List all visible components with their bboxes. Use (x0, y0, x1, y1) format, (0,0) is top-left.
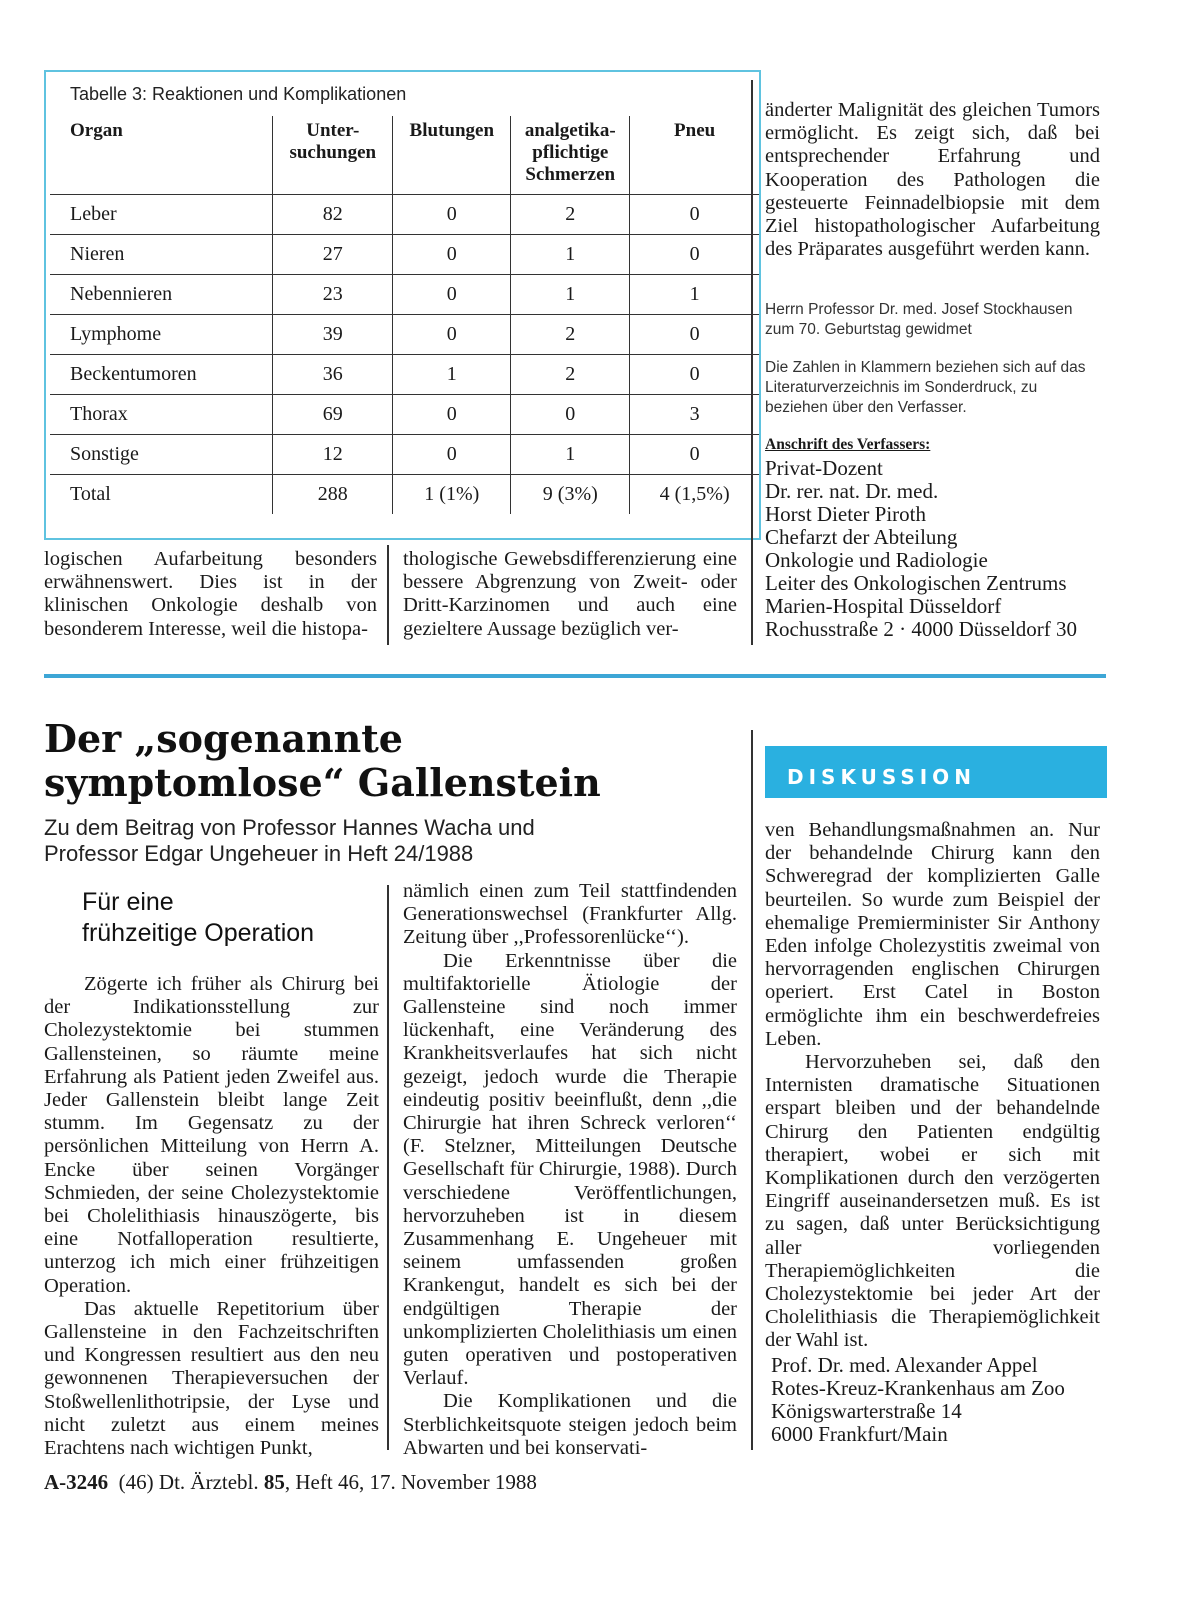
paragraph: Das aktuelle Repetitorium über Gallensteine in den Fachzeitschriften und Kongressen resultiert aus den neu gewonnenen Therapieversuchen der Stoßwellenlithotripsie, der Lyse und nicht zuletzt aus einem meines Erachtens nach wichtigen Punkt, (44, 1297, 379, 1460)
table-body (50, 195, 759, 515)
table-cell: 12 (273, 435, 393, 475)
column-header: Pneu (630, 116, 759, 195)
table-cell: 23 (273, 275, 393, 315)
column-divider (387, 545, 389, 645)
article-col2 (403, 880, 737, 1460)
table-cell: 4 (1,5%) (630, 475, 759, 515)
article-subhead (44, 815, 724, 867)
subhead-line: Zu dem Beitrag von Professor Hannes Wacha und (44, 815, 535, 840)
table-cell: 1 (630, 275, 759, 315)
section-label-banner: DISKUSSION (765, 746, 1107, 798)
address-line: Privat-Dozent (765, 456, 883, 480)
column-header: Unter- suchungen (273, 116, 393, 195)
top-col3-text: änderter Malignität des gleichen Tumors ermöglicht. Es zeigt sich, daß bei entsprechender Erfahrung und Kooperation des Pathologen die gesteuerte Feinnadelbiopsie mit dem Ziel histopathologischer Aufarbeitung des Präparates ausgeführt werden kann. (765, 99, 1100, 261)
table-cell: Beckentumoren (50, 355, 273, 395)
signature-line: Königswarterstraße 14 (771, 1399, 962, 1423)
table-cell: 0 (630, 315, 759, 355)
table-cell: Nebennieren (50, 275, 273, 315)
article-headline (44, 717, 724, 805)
table-row (50, 435, 759, 475)
table-cell: 0 (630, 435, 759, 475)
article-col3 (765, 819, 1100, 1353)
article-col1 (44, 973, 379, 1460)
paragraph: Die Komplikationen und die Sterblichkeitsquote steigen jedoch beim Abwarten und bei konservati- (403, 1390, 737, 1459)
table-cell: 2 (511, 315, 630, 355)
headline-line: Der „sogenannte (44, 716, 403, 761)
page-code: A-3246 (44, 1470, 109, 1494)
column-divider (751, 80, 753, 645)
table-cell: 0 (393, 235, 511, 275)
issue-date: , Heft 46, 17. November 1988 (284, 1470, 537, 1494)
table-row (50, 195, 759, 235)
table-cell: 1 (1%) (393, 475, 511, 515)
table-cell: Sonstige (50, 435, 273, 475)
table-cell: Total (50, 475, 273, 515)
address-line: Horst Dieter Piroth (765, 502, 926, 526)
section-separator (44, 674, 1106, 678)
table-row (50, 315, 759, 355)
table-cell: 0 (393, 315, 511, 355)
column-header: Organ (50, 116, 273, 195)
table-cell: 0 (393, 195, 511, 235)
table-cell: 288 (273, 475, 393, 515)
complications-table (50, 116, 759, 514)
paragraph: nämlich einen zum Teil stattfindenden Generationswechsel (Frankfurter Allg. Zeitung über ,,Professorenlücke‘‘). (403, 880, 737, 949)
table-row (50, 235, 759, 275)
table-row (50, 395, 759, 435)
table-cell: 0 (630, 195, 759, 235)
table-cell: 27 (273, 235, 393, 275)
column-divider (751, 730, 753, 1450)
table-cell: 0 (393, 275, 511, 315)
signature-line: Prof. Dr. med. Alexander Appel (771, 1353, 1038, 1377)
author-signature (771, 1354, 1111, 1446)
column-divider (387, 885, 389, 1450)
column-header: analgetika- pflichtige Schmerzen (511, 116, 630, 195)
table-cell: 1 (393, 355, 511, 395)
table-cell: 0 (630, 355, 759, 395)
top-col2-text: thologische Gewebsdifferenzierung eine bessere Abgrenzung von Zweit- oder Dritt-Karzinomen und auch eine gezieltere Aussage bezüglich ver- (403, 548, 737, 640)
address-line: Dr. rer. nat. Dr. med. (765, 479, 939, 503)
address-line: Chefarzt der Abteilung (765, 525, 958, 549)
table-cell: Lymphome (50, 315, 273, 355)
table-cell: Leber (50, 195, 273, 235)
table-box (44, 70, 761, 540)
address-heading: Anschrift des Verfassers: (765, 436, 931, 453)
table-cell: 82 (273, 195, 393, 235)
section-heading-line: Für eine (82, 888, 174, 916)
signature-line: 6000 Frankfurt/Main (771, 1422, 948, 1446)
table-cell: 36 (273, 355, 393, 395)
table-cell: 3 (630, 395, 759, 435)
signature-line: Rotes-Kreuz-Krankenhaus am Zoo (771, 1376, 1065, 1400)
table-cell: 2 (511, 195, 630, 235)
table-row (50, 355, 759, 395)
paragraph: Die Erkenntnisse über die multifaktorielle Ätiologie der Gallensteine sind noch immer lückenhaft, eine Veränderung des Krankheitsverlaufes hat sich nicht gezeigt, jedoch wurde die Therapie eindeutig positiv beeinflußt, denn ,,die Chirurgie hat ihren Schreck verloren‘‘ (F. Stelzner, Mitteilungen Deutsche Gesellschaft für Chirurgie, 1988). Durch verschiedene Veröffentlichungen, hervorzuheben ist in diesem Zusammenhang E. Ungeheuer mit seinem umfassenden großen Krankengut, handelt es sich bei der endgültigen Therapie der unkomplizierten Cholelithiasis um einen guten operativen und postoperativen Verlauf. (403, 949, 737, 1390)
table-row (50, 275, 759, 315)
subhead-line: Professor Edgar Ungeheuer in Heft 24/1988 (44, 841, 474, 866)
table-cell: 1 (511, 235, 630, 275)
paragraph: Zögerte ich früher als Chirurg bei der Indikationsstellung zur Cholezystektomie bei stummen Gallensteinen, so räumte meine Erfahrung als Patient jeden Zweifel aus. Jeder Gallenstein bleibt lange Zeit stumm. Im Gegensatz zu der persönlichen Mitteilung von Herrn A. Encke über seinen Vorgänger Schmieden, der seine Cholezystektomie bei Cholelithiasis hinauszögerte, bis eine Notfalloperation resultierte, unterzog ich mich einer frühzeitigen Operation. (44, 973, 379, 1297)
address-line: Rochusstraße 2 · 4000 Düsseldorf 30 (765, 617, 1078, 641)
table-cell: 0 (393, 435, 511, 475)
table-cell: Thorax (50, 395, 273, 435)
dedication-note: Herrn Professor Dr. med. Josef Stockhausen zum 70. Geburtstag gewidmet (765, 301, 1073, 338)
address-line: Marien-Hospital Düsseldorf (765, 594, 1002, 618)
column-header: Blutungen (393, 116, 511, 195)
headline-line: symptomlose“ Gallenstein (44, 760, 601, 805)
table-cell: 2 (511, 355, 630, 395)
section-heading (82, 887, 382, 949)
section-heading-line: frühzeitige Operation (82, 919, 315, 947)
table-cell: 0 (630, 235, 759, 275)
journal-info: (46) Dt. Ärztebl. (118, 1470, 259, 1494)
table-cell: Nieren (50, 235, 273, 275)
top-col1-text: logischen Aufarbeitung besonders erwähnenswert. Dies ist in der klinischen Onkologie deshalb von besonderem Interesse, weil die histopa- (44, 548, 377, 640)
page-footer (44, 1470, 537, 1495)
author-address (765, 457, 1105, 641)
table-cell: 1 (511, 435, 630, 475)
table-header-row (50, 116, 759, 195)
paragraph: Hervorzuheben sei, daß den Internisten dramatische Situationen erspart bleiben und der behandelnde Chirurg den Patienten endgültig therapiert, wobei er sich mit Komplikationen durch den verzögerten Eingriff auseinandersetzen muß. Es ist zu sagen, daß unter Berücksichtigung aller vorliegenden Therapiemöglichkeiten die Cholezystektomie bei jeder Art der Cholelithiasis die Therapiemöglichkeit der Wahl ist. (765, 1051, 1100, 1352)
table-cell: 0 (511, 395, 630, 435)
address-line: Leiter des Onkologischen Zentrums (765, 571, 1067, 595)
table-cell: 39 (273, 315, 393, 355)
paragraph: ven Behandlungsmaßnahmen an. Nur der behandelnde Chirurg kann den Schweregrad der komplizierten Galle beurteilen. So wurde zum Beispiel der ehemalige Premierminister Sir Anthony Eden infolge Cholezystitis zweimal von hervorragenden englischen Chirurgen operiert. Erst Catel in Boston ermöglichte ihm ein beschwerdefreies Leben. (765, 819, 1100, 1050)
volume-number: 85 (263, 1470, 285, 1494)
table-row (50, 475, 759, 515)
literature-note: Die Zahlen in Klammern beziehen sich auf das Literaturverzeichnis im Sonderdruck, zu beziehen über den Verfasser. (765, 359, 1086, 416)
table-cell: 69 (273, 395, 393, 435)
table-cell: 1 (511, 275, 630, 315)
table-caption: Tabelle 3: Reaktionen und Komplikationen (70, 84, 407, 104)
address-line: Onkologie und Radiologie (765, 548, 988, 572)
table-cell: 0 (393, 395, 511, 435)
table-cell: 9 (3%) (511, 475, 630, 515)
